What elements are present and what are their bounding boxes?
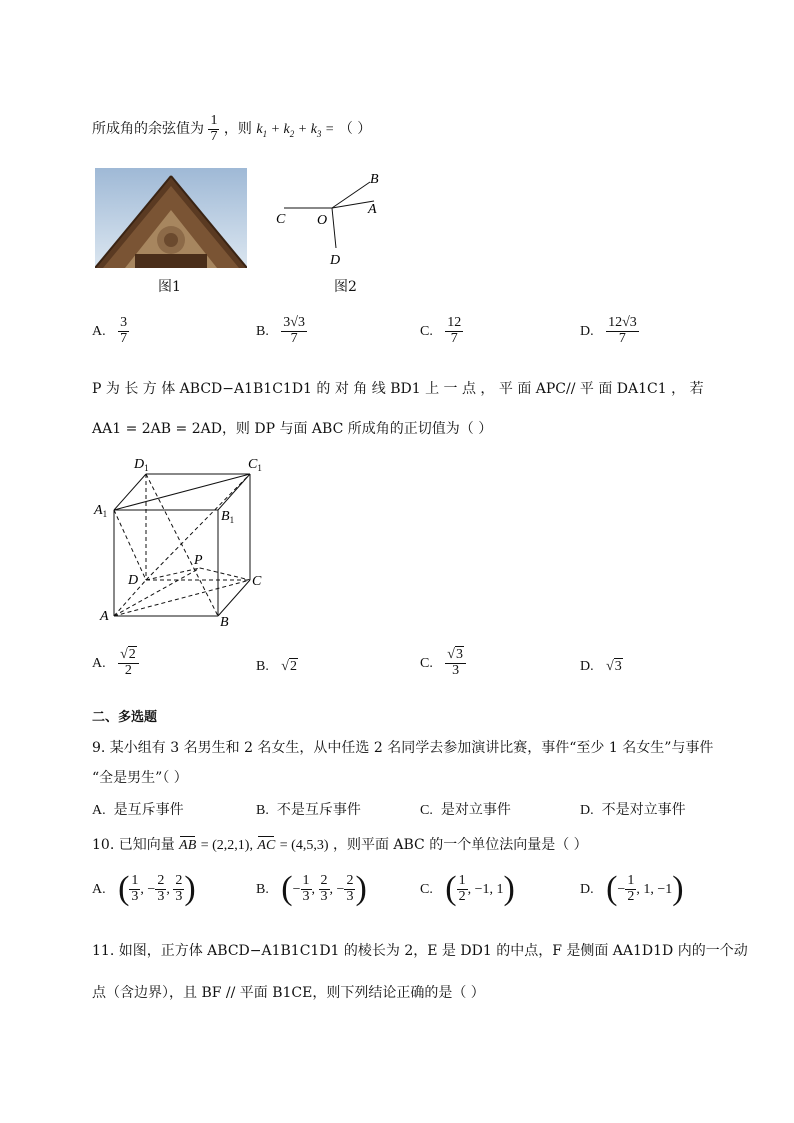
cuboid-figure: [92, 452, 282, 632]
q8-option-b[interactable]: B. √2: [256, 659, 297, 674]
q9-option-b[interactable]: B. 不是互斥事件: [256, 802, 361, 818]
q10-option-d[interactable]: D. (− $\frac{1}{2}$ , 1, −1): [580, 870, 684, 907]
fig2-label-A: A: [368, 202, 377, 217]
q10-line: 10. 已知向量 AB = (2,2,1), AC = (4,5,3) ，则平面 ABC 的一个单位法向量是（ ）: [92, 837, 588, 853]
fig2-label-B: B: [370, 172, 379, 187]
q11-line2: 点（含边界），且 BF // 平面 B1CE，则下列结论正确的是（ ）: [92, 985, 485, 1001]
q8-option-d[interactable]: D. √3: [580, 659, 622, 674]
q10-option-c[interactable]: C. ( $\frac{1}{2}$ , −1, 1): [420, 870, 515, 907]
cube-label-A: A: [100, 609, 109, 624]
vector-ac: AC: [257, 838, 276, 853]
q9-option-a[interactable]: A. 是互斥事件: [92, 802, 184, 818]
cube-label-B1: $B_1$: [221, 509, 235, 525]
fig2-label-C: C: [276, 212, 286, 227]
q8-option-c[interactable]: C. $\frac{√3}{3}$: [420, 648, 466, 678]
cube-label-B: B: [220, 615, 229, 630]
q9-line2: “全是男生”（ ）: [92, 770, 188, 786]
q10-option-b[interactable]: B. (− $\frac{1}{3}$ , $\frac{2}{3}$ , − $\frac{2}{3}$ ): [256, 870, 367, 907]
cube-label-D: D: [128, 573, 139, 588]
intro-paren: （ ）: [338, 121, 372, 138]
intro-line: [92, 114, 371, 144]
figure1-caption: 图1: [158, 279, 181, 295]
q9-option-c[interactable]: C. 是对立事件: [420, 802, 511, 818]
figure2-caption: 图2: [334, 279, 357, 295]
cube-label-C1: $C_1$: [248, 457, 262, 473]
intro-fraction: $\frac{1}{7}$: [210, 113, 218, 144]
intro-expr: $k_1 + k_2 + k_3$ =: [256, 122, 335, 139]
q8-option-a[interactable]: A. $\frac{√2}{2}$: [92, 648, 139, 678]
q7-option-d[interactable]: D. $\frac{12√3}{7}$: [580, 315, 637, 346]
figure1-roof-image: [95, 168, 247, 268]
section-title: 二、多选题: [92, 710, 158, 725]
q10-option-a[interactable]: A. ( $\frac{1}{3}$ , − $\frac{2}{3}$ , $\frac{2}{3}$ ): [92, 870, 196, 907]
q7-option-b[interactable]: B. $\frac{3√3}{7}$: [256, 315, 305, 346]
cube-label-A1: $A_1$: [94, 503, 108, 519]
figure2-diagram: [270, 168, 390, 268]
intro-text-b: ，则: [223, 121, 252, 138]
intro-text: 所成角的余弦值为: [92, 121, 204, 138]
cube-label-C: C: [252, 574, 262, 589]
cube-label-P: P: [194, 553, 203, 568]
q9-line1: 9. 某小组有 3 名男生和 2 名女生，从中任选 2 名同学去参加演讲比赛，事件“至少 1 名女生”与事件: [92, 740, 714, 756]
q9-option-d[interactable]: D. 不是对立事件: [580, 802, 686, 818]
q7-option-c[interactable]: C. $\frac{12}{7}$: [420, 315, 462, 346]
fig2-label-D: D: [330, 253, 341, 268]
q8-line2: AA1 = 2AB = 2AD，则 DP 与面 ABC 所成角的正切值为（ ）: [92, 421, 493, 437]
vector-ab: AB: [179, 838, 197, 853]
q7-option-a[interactable]: A. $\frac{3}{7}$: [92, 315, 128, 346]
fig2-label-O: O: [317, 213, 328, 228]
cube-label-D1: $D_1$: [134, 457, 149, 473]
q11-line1: 11. 如图，正方体 ABCD−A1B1C1D1 的棱长为 2，E 是 DD1 的中点，F 是侧面 AA1D1D 内的一个动: [92, 943, 748, 959]
q8-line1: P 为 长 方 体 ABCD−A1B1C1D1 的 对 角 线 BD1 上 一 点 ， 平 面 APC// 平 面 DA1C1 ， 若: [92, 381, 704, 397]
